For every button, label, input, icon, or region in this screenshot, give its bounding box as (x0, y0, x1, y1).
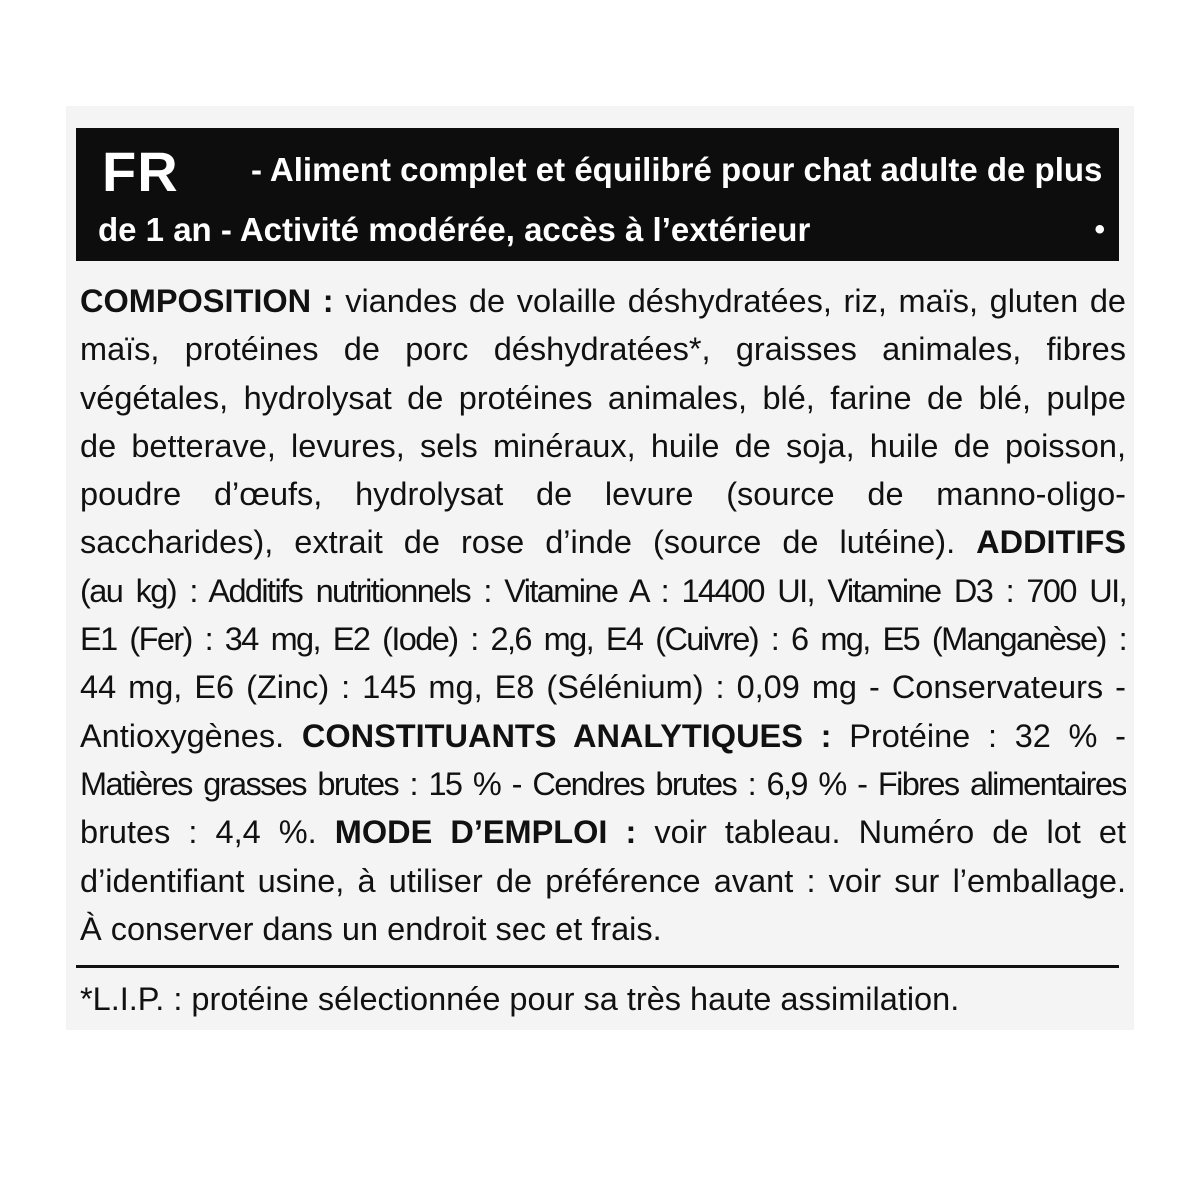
mode-emploi-text: voir tableau. Numéro de lot et (654, 814, 1126, 851)
text-line (80, 808, 1126, 856)
product-title-line-2: de 1 an - Activité modérée, accès à l’extérieur (98, 211, 811, 248)
bullet-mark: • (1094, 213, 1105, 246)
composition-text: viandes de volaille déshydratées, riz, maïs, gluten de (345, 283, 1126, 319)
text-line: poudre d’œufs, hydrolysat de levure (source de manno-oligo- (80, 476, 1126, 513)
divider-line (76, 965, 1119, 968)
text-line: Matières grasses brutes : 15 % - Cendres brutes : 6,9 % - Fibres alimentaires (80, 765, 1126, 802)
product-title-line-1: - Aliment complet et équilibré pour chat adulte de plus (251, 151, 1103, 188)
composition-text: saccharides), extrait de rose d’inde (source de lutéine). (80, 524, 956, 561)
text-line: végétales, hydrolysat de protéines animales, blé, farine de blé, pulpe (80, 379, 1126, 416)
constituants-text: brutes : 4,4 %. (80, 814, 317, 851)
language-code: FR (102, 140, 179, 203)
text-line: 44 mg, E6 (Zinc) : 145 mg, E8 (Sélénium) : 0,09 mg - Conservateurs - (80, 669, 1126, 706)
text-line (80, 518, 1126, 566)
constituants-heading: CONSTITUANTS ANALYTIQUES : (301, 717, 832, 754)
mode-emploi-heading: MODE D’EMPLOI : (334, 814, 637, 851)
text-line: À conserver dans un endroit sec et frais. (80, 910, 662, 947)
additifs-text: Antioxygènes. (80, 717, 285, 754)
composition-heading: COMPOSITION : (80, 283, 334, 319)
text-line: de betterave, levures, sels minéraux, huile de soja, huile de poisson, (80, 427, 1126, 464)
text-line: (au kg) : Additifs nutritionnels : Vitamine A : 14400 UI, Vitamine D3 : 700 UI, (80, 572, 1126, 609)
footnote: *L.I.P. : protéine sélectionnée pour sa très haute assimilation. (80, 981, 960, 1017)
header-banner (76, 128, 1119, 261)
text-line: d’identifiant usine, à utiliser de préférence avant : voir sur l’emballage. (80, 862, 1126, 899)
text-line: E1 (Fer) : 34 mg, E2 (Iode) : 2,6 mg, E4 (Cuivre) : 6 mg, E5 (Manganèse) : (80, 621, 1126, 658)
ingredients-text (80, 277, 1126, 953)
constituants-text: Protéine : 32 % - (849, 717, 1126, 754)
text-line (80, 712, 1126, 760)
text-line: maïs, protéines de porc déshydratées*, graisses animales, fibres (80, 331, 1126, 368)
text-line (80, 277, 1126, 325)
additifs-heading: ADDITIFS (976, 524, 1126, 561)
